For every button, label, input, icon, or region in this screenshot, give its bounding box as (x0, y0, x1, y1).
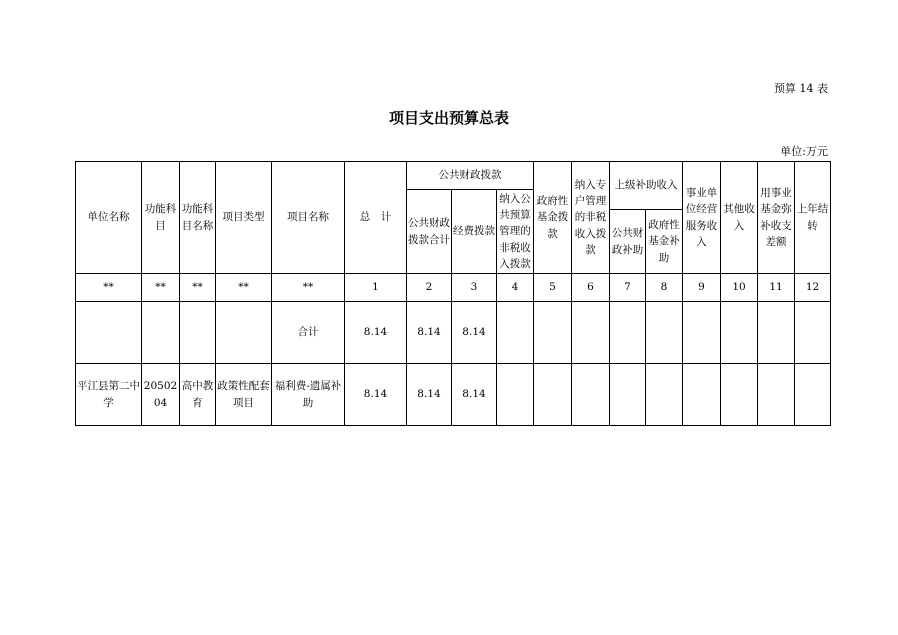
header-func-name: 功能科目名称 (180, 162, 216, 274)
index-cell: 6 (572, 274, 610, 302)
header-fund-balance: 用事业基金弥补收支差额 (758, 162, 795, 274)
header-gov-fund: 政府性基金拨款 (534, 162, 572, 274)
header-public-finance-total: 公共财政拨款合计 (407, 190, 452, 274)
header-superior-subsidy: 上级补助收入 (610, 162, 683, 210)
index-cell: 3 (452, 274, 497, 302)
total-total: 8.14 (345, 302, 407, 364)
header-project-name: 项目名称 (272, 162, 345, 274)
index-cell: ** (76, 274, 142, 302)
index-cell: ** (272, 274, 345, 302)
header-public-finance: 公共财政拨款 (407, 162, 534, 190)
row-total: 8.14 (345, 364, 407, 426)
header-special-nontax: 纳入专户管理的非税收入拨款 (572, 162, 610, 274)
index-cell: 2 (407, 274, 452, 302)
header-budget-nontax: 纳入公共预算管理的非税收入拨款 (497, 190, 534, 274)
header-public-finance-subsidy: 公共财政补助 (610, 210, 646, 274)
total-public-total: 8.14 (407, 302, 452, 364)
index-cell: 12 (795, 274, 831, 302)
index-cell: ** (180, 274, 216, 302)
header-operating-fund: 经费拨款 (452, 190, 497, 274)
index-cell: 10 (721, 274, 758, 302)
header-other-income: 其他收入 (721, 162, 758, 274)
index-row (76, 274, 831, 302)
row-func-code: 2050204 (142, 364, 180, 426)
page-title: 项目支出预算总表 (388, 109, 509, 127)
header-total: 总 计 (345, 162, 407, 274)
header-service-income: 事业单位经营服务收入 (683, 162, 721, 274)
header-carryover: 上年结转 (795, 162, 831, 274)
header-gov-fund-subsidy: 政府性基金补助 (646, 210, 683, 274)
index-cell: ** (216, 274, 272, 302)
row-operating: 8.14 (452, 364, 497, 426)
form-number: 预算 14 表 (774, 82, 828, 95)
header-row-1 (76, 162, 831, 190)
total-label: 合计 (272, 302, 345, 364)
index-cell: 5 (534, 274, 572, 302)
index-cell: 11 (758, 274, 795, 302)
header-project-type: 项目类型 (216, 162, 272, 274)
row-project-name: 福利费-遗属补助 (272, 364, 345, 426)
index-cell: 7 (610, 274, 646, 302)
index-cell: 1 (345, 274, 407, 302)
index-cell: 4 (497, 274, 534, 302)
row-func-name: 高中教育 (180, 364, 216, 426)
budget-table (75, 161, 831, 426)
index-cell: ** (142, 274, 180, 302)
total-row (76, 302, 831, 364)
row-project-type: 政策性配套项目 (216, 364, 272, 426)
table-row (76, 364, 831, 426)
total-operating: 8.14 (452, 302, 497, 364)
header-unit-name: 单位名称 (76, 162, 142, 274)
index-cell: 9 (683, 274, 721, 302)
index-cell: 8 (646, 274, 683, 302)
row-unit-name: 平江县第二中学 (76, 364, 142, 426)
unit-label: 单位:万元 (780, 145, 828, 158)
header-func-code: 功能科目 (142, 162, 180, 274)
row-public-total: 8.14 (407, 364, 452, 426)
